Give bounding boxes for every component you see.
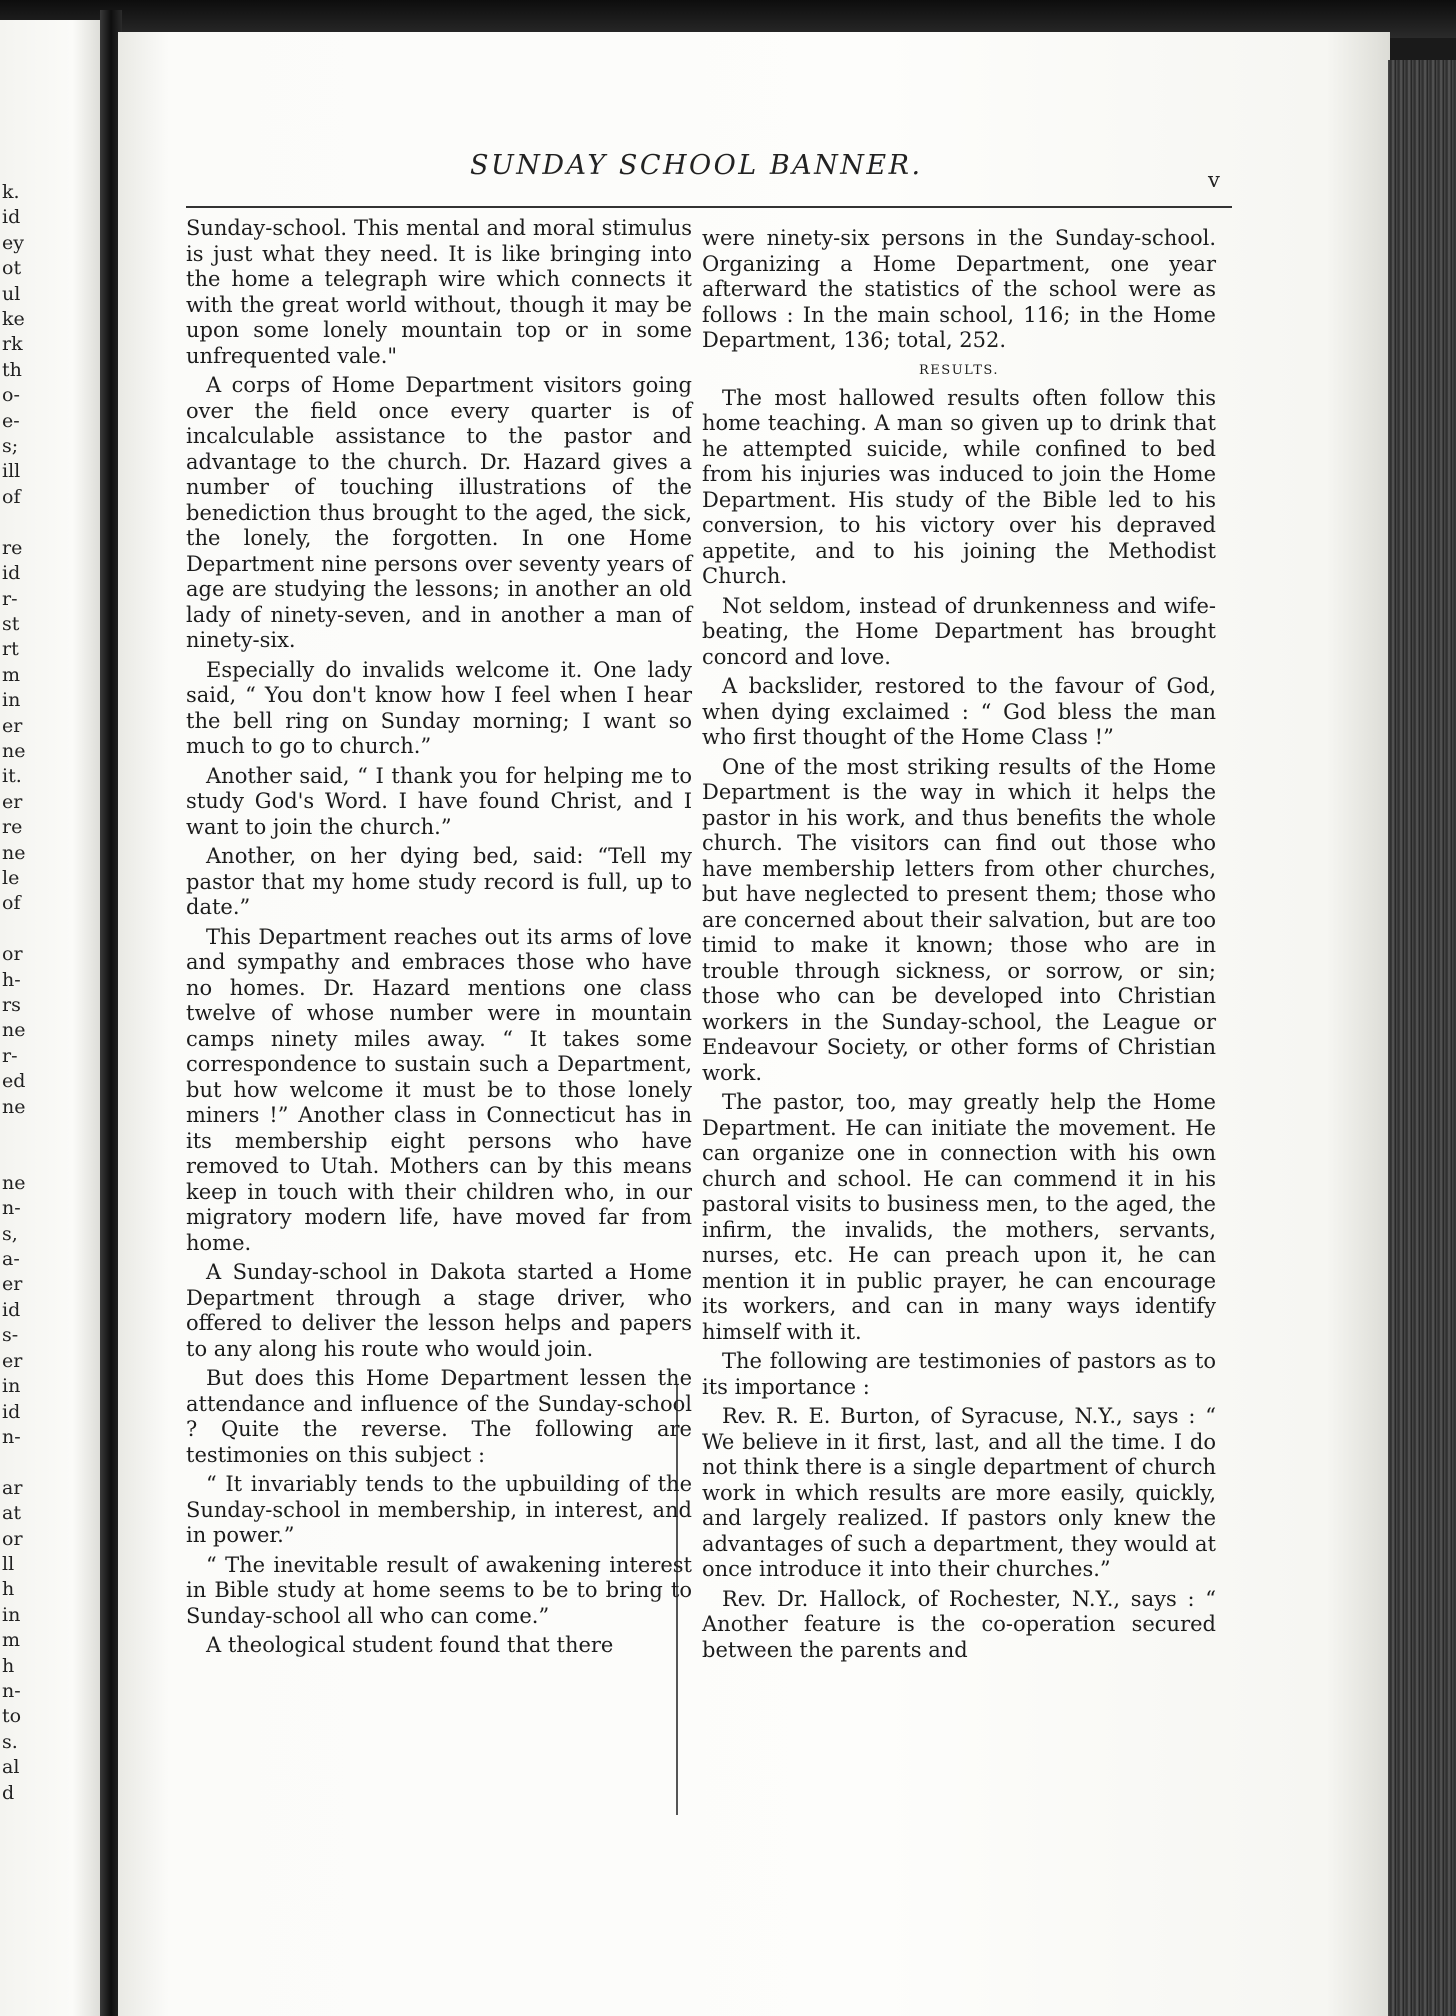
paragraph: Not seldom, instead of drunkenness and wife-beating, the Home Department has brought concord and love.: [702, 593, 1216, 669]
paragraph: A corps of Home Department visitors going over the field once every quarter is of incalculable assistance to the pastor and advantage to the church. Dr. Hazard gives a number of touching illustrations of the benediction thus brought to the aged, the sick, the lonely, the forgotten. In one Home Department nine persons over seventy years of age are studying the lessons; in another an old lady of ninety-seven, and in another a man of ninety-six.: [186, 373, 692, 652]
facing-page-text-fragments: k. id ey ot ul ke rk th o- e- s; ill of re id r- st rt m in er ne it. er re ne le of or h- rs ne r- ed ne ne n- s, a- er id s- er in id n- ar at or ll h in m h n- to s. al d: [2, 181, 26, 1804]
running-header-title: SUNDAY SCHOOL BANNER.: [470, 150, 923, 181]
paragraph: Another, on her dying bed, said: “Tell my pastor that my home study record is full, up to date.”: [186, 844, 692, 919]
paragraph: But does this Home Department lessen the attendance and influence of the Sunday-school ? Quite the reverse. The following are testimonies on this subject :: [186, 1366, 692, 1467]
paragraph: Another said, “ I thank you for helping me to study God's Word. I have found Christ, and I want to join the church.”: [186, 763, 692, 839]
page-number: v: [1208, 168, 1220, 192]
paragraph: Sunday-school. This mental and moral stimulus is just what they need. It is like bringing into the home a telegraph wire which connects it with the great world without, though it may be upon some lonely mountain top or in some unfrequented vale.": [186, 216, 692, 368]
paragraph: A theological student found that there: [206, 1633, 614, 1657]
paragraph: were ninety-six persons in the Sunday-school. Organizing a Home Department, one year afterward the statistics of the school were as follows : In the main school, 116; in the Home Department, 136; total, 252.: [702, 226, 1216, 352]
quotation: “ It invariably tends to the upbuilding of the Sunday-school in membership, in interest, and in power.”: [186, 1472, 692, 1547]
header-rule: [186, 206, 1232, 208]
paragraph: Especially do invalids welcome it. One lady said, “ You don't know how I feel when I hear the bell ring on Sunday morning; I want so much to go to church.”: [186, 657, 692, 758]
paragraph: The following are testimonies of pastors as to its importance :: [702, 1349, 1216, 1399]
paragraph: A Sunday-school in Dakota started a Home Department through a stage driver, who offered to deliver the lesson helps and papers to any along his route who would join.: [186, 1260, 692, 1361]
left-column: [186, 216, 692, 1663]
paragraph: A backslider, restored to the favour of God, when dying exclaimed : “ God bless the man who first thought of the Home Class !”: [702, 674, 1216, 749]
right-column: [702, 226, 1216, 1667]
quotation: “ The inevitable result of awakening interest in Bible study at home seems to be to bring to Sunday-school all who can come.”: [186, 1552, 692, 1628]
page-stack-edge: [1388, 60, 1456, 2016]
facing-page-edge: [0, 20, 104, 2016]
paragraph: One of the most striking results of the Home Department is the way in which it helps the pastor in his work, and thus benefits the whole church. The visitors can find out those who have membership letters from other churches, but have neglected to present them; those who are concerned about their salvation, but are too timid to make it known; those who are in trouble through sickness, or sorrow, or sin; those who can be developed into Christian workers in the Sunday-school, the League or Endeavour Society, or other forms of Christian work.: [702, 754, 1216, 1085]
paragraph: The pastor, too, may greatly help the Home Department. He can initiate the movement. He can organize one in connection with his own church and school. He can commend it in his pastoral visits to business men, to the aged, the infirm, the invalids, the mothers, servants, nurses, etc. He can preach upon it, he can mention it in public prayer, he can encourage its workers, and can in many ways identify himself with it.: [702, 1090, 1216, 1344]
section-heading-results: RESULTS.: [919, 362, 999, 378]
testimony: Rev. Dr. Hallock, of Rochester, N.Y., says : “ Another feature is the co-operation secured between the parents and: [702, 1586, 1216, 1662]
paragraph: The most hallowed results often follow this home teaching. A man so given up to drink that he attempted suicide, while confined to bed from his injuries was induced to join the Home Department. His study of the Bible led to his conversion, to his victory over his depraved appetite, and to his joining the Methodist Church.: [702, 385, 1216, 588]
testimony: Rev. R. E. Burton, of Syracuse, N.Y., says : “ We believe in it first, last, and all the time. I do not think there is a single department of church work in which results are more easily, quickly, and largely realized. If pastors only knew the advantages of such a department, they would at once introduce it into their churches.”: [702, 1404, 1216, 1581]
paragraph: This Department reaches out its arms of love and sympathy and embraces those who have no homes. Dr. Hazard mentions one class twelve of whose number were in mountain camps ninety miles away. “ It takes some correspondence to sustain such a Department, but how welcome it must be to those lonely miners !” Another class in Connecticut has in its membership eight persons who have removed to Utah. Mothers can by this means keep in touch with their children who, in our migratory modern life, have moved far from home.: [186, 924, 692, 1255]
